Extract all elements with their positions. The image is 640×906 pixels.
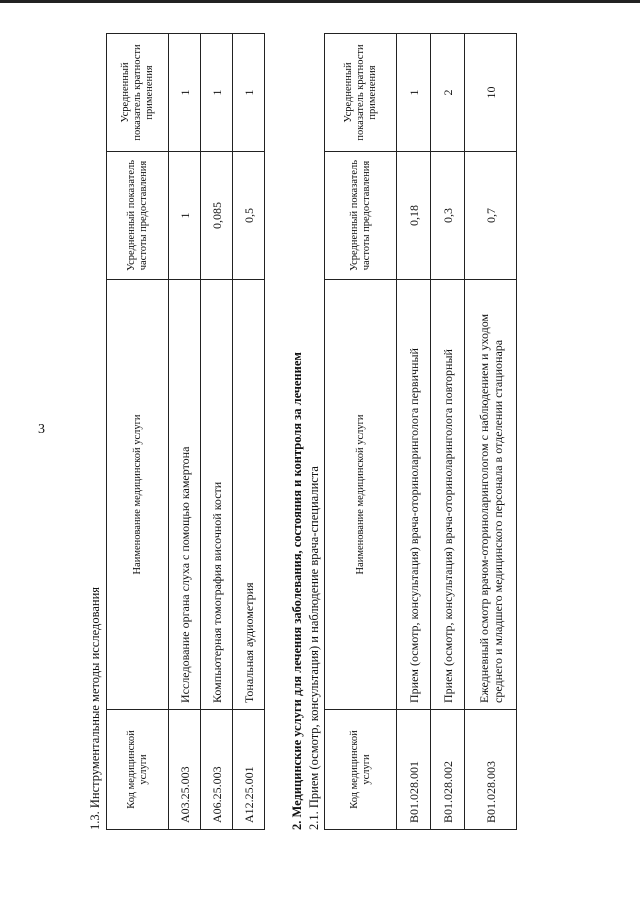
section-2-1-heading: 2.1. Прием (осмотр, консультация) и наблюдение врача-специалиста	[307, 466, 321, 830]
cell-frequency: 1	[169, 152, 201, 280]
cell-multiplicity: 1	[233, 34, 265, 152]
header-frequency: Усредненный показатель частоты предоставления	[325, 152, 397, 280]
cell-code: B01.028.001	[397, 710, 431, 830]
cell-name: Прием (осмотр, консультация) врача-оториноларинголога первичный	[397, 280, 431, 710]
rotated-page-content	[0, 20, 640, 870]
header-code: Код медицинской услуги	[325, 710, 397, 830]
table-row	[465, 34, 517, 830]
scan-edge	[0, 0, 640, 3]
header-name: Наименование медицинской услуги	[107, 280, 169, 710]
table-row	[233, 34, 265, 830]
cell-multiplicity: 1	[201, 34, 233, 152]
cell-code: A12.25.001	[233, 710, 265, 830]
cell-frequency: 0,18	[397, 152, 431, 280]
section-2-heading: 2. Медицинские услуги для лечения заболевания, состояния и контроля за лечением	[290, 352, 304, 830]
header-name: Наименование медицинской услуги	[325, 280, 397, 710]
table-row	[169, 34, 201, 830]
header-frequency: Усредненный показатель частоты предоставления	[107, 152, 169, 280]
header-multiplicity: Усредненный показатель кратности применения	[325, 34, 397, 152]
cell-multiplicity: 1	[397, 34, 431, 152]
cell-multiplicity: 2	[431, 34, 465, 152]
table-header-row	[107, 34, 169, 830]
page-number: 3	[38, 422, 45, 437]
section-1-3-heading: 1.3. Инструментальные методы исследования	[88, 586, 102, 830]
cell-frequency: 0,5	[233, 152, 265, 280]
table-row	[431, 34, 465, 830]
cell-name: Исследование органа слуха с помощью камертона	[169, 280, 201, 710]
cell-code: A03.25.003	[169, 710, 201, 830]
cell-frequency: 0,7	[465, 152, 517, 280]
specialist-consultation-table	[324, 33, 517, 830]
cell-frequency: 0,085	[201, 152, 233, 280]
cell-name: Ежедневный осмотр врачом-оториноларингологом с наблюдением и уходом среднего и младшего медицинского персонала в отделении стационара	[465, 280, 517, 710]
instrumental-methods-table	[106, 33, 265, 830]
header-code: Код медицинской услуги	[107, 710, 169, 830]
table-header-row	[325, 34, 397, 830]
cell-code: B01.028.003	[465, 710, 517, 830]
header-multiplicity: Усредненный показатель кратности применения	[107, 34, 169, 152]
cell-name: Прием (осмотр, консультация) врача-оториноларинголога повторный	[431, 280, 465, 710]
table-row	[201, 34, 233, 830]
cell-frequency: 0,3	[431, 152, 465, 280]
cell-multiplicity: 1	[169, 34, 201, 152]
table-row	[397, 34, 431, 830]
cell-code: A06.25.003	[201, 710, 233, 830]
cell-name: Тональная аудиометрия	[233, 280, 265, 710]
cell-name: Компьютерная томография височной кости	[201, 280, 233, 710]
cell-code: B01.028.002	[431, 710, 465, 830]
cell-multiplicity: 10	[465, 34, 517, 152]
